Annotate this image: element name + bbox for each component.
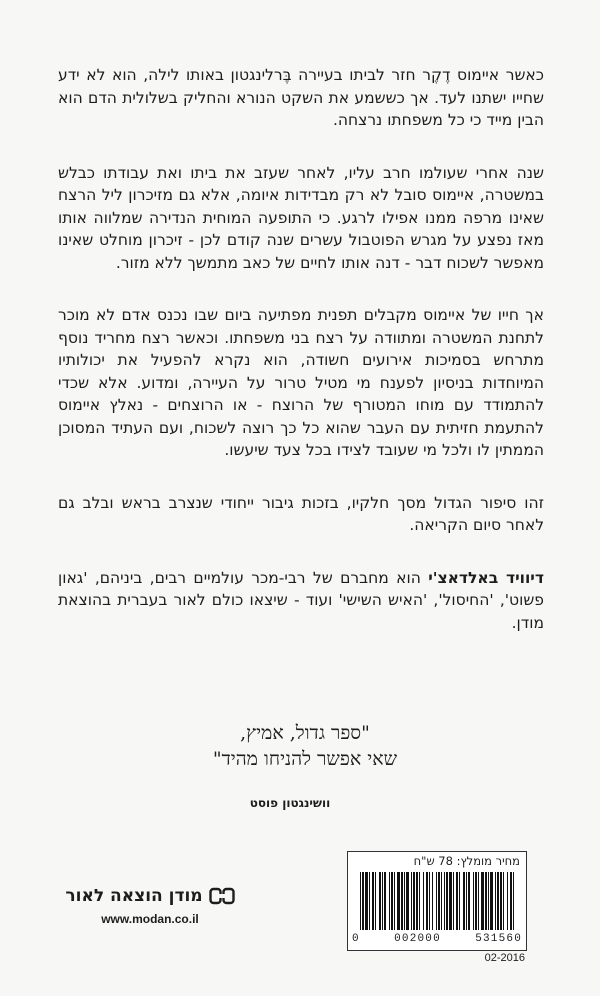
barcode-bar: [369, 872, 370, 930]
barcode-bar: [372, 872, 374, 930]
book-blurb: [58, 64, 544, 634]
barcode-bar: [473, 872, 474, 930]
barcode-digit-group-2: 002000: [394, 933, 441, 945]
barcode-bar: [432, 872, 433, 930]
barcode-digit-group-1: 0: [352, 933, 360, 945]
barcode-bar: [478, 872, 479, 930]
barcode-bar: [429, 872, 430, 930]
barcode-bar: [384, 872, 386, 930]
barcode-bar: [419, 872, 420, 930]
barcode-bar: [500, 872, 502, 930]
barcode-bar: [404, 872, 405, 930]
barcode-bar: [497, 872, 499, 930]
barcode-bar: [382, 872, 383, 930]
barcode-bar: [438, 872, 440, 930]
barcode-digits: [352, 933, 522, 945]
barcode-bar: [365, 872, 368, 930]
barcode-bar: [426, 872, 428, 930]
barcode-bar: [475, 872, 477, 930]
barcode-bar: [394, 872, 395, 930]
author-bio: [58, 567, 544, 635]
issue-code-row: [347, 952, 525, 964]
quote-source: וושינגטון פוסט: [249, 796, 331, 810]
author-name: דיוויד באלדאצ'י: [428, 568, 544, 587]
barcode: [358, 872, 516, 930]
barcode-bar: [488, 872, 489, 930]
barcode-bar: [401, 872, 403, 930]
quote-line-1: "ספר גדול, אמיץ,: [240, 722, 370, 744]
barcode-bar: [441, 872, 442, 930]
barcode-bar: [360, 872, 361, 930]
barcode-bar: [375, 872, 376, 930]
barcode-bar: [416, 872, 418, 930]
barcode-bar: [446, 872, 448, 930]
publisher-logo-icon: [209, 887, 235, 905]
barcode-bar: [436, 872, 437, 930]
barcode-bar: [444, 872, 445, 930]
author-bio-text: הוא מחברם של רבי-מכר עולמיים רבים, ביניהם, 'גאון פשוט', 'החיסול', 'האיש השישי' ועוד - שיצאו כולם לאור בעברית בהוצאת מודן.: [58, 568, 544, 632]
blurb-paragraph-3: אך חייו של איימוס מקבלים תפנית מפתיעה ביום שבו נכנס אדם לא מוכר לתחנת המשטרה ומתוודה על רצח בני משפחתו. וכאשר רצח מחריד נוסף מתרחש בסמיכות אירועים חשודה, הוא נקרא להפעיל את יכולותיו המיוחדות בניסיון לפענח מי מטיל טרור על העיירה, ומדוע. אלא שכדי להתמודד עם מוחו המטורף של הרוצח - או הרוצחים - נאלץ איימוס להתעמת חזיתית עם העבר שהוא כל כך רוצה לשכוח, ועם העתיד המסוכן הממתין לו ולכל מי שעובד לצידו בכל צעד שיעשו.: [58, 306, 544, 459]
quote-line-2: שאי אפשר להניחו מהיד": [212, 748, 398, 770]
barcode-bar: [495, 872, 496, 930]
barcode-bar: [453, 872, 454, 930]
barcode-bar: [397, 872, 400, 930]
barcode-bar: [413, 872, 415, 930]
barcode-bar: [490, 872, 493, 930]
barcode-bar: [456, 872, 458, 930]
price-barcode-box: [347, 851, 527, 951]
barcode-bar: [510, 872, 512, 930]
blurb-paragraph-1: כאשר איימוס דֶקֶר חזר לביתו בעיירה בֶּרלינגטון באותו לילה, הוא לא ידע שחייו ישתנו לעד. אך כששמע את השקט הנורא והחליק בשלולית הדם הוא הבין מייד כי כל משפחתו נרצחה.: [58, 66, 544, 129]
barcode-bar: [507, 872, 508, 930]
barcode-bar: [449, 872, 452, 930]
review-quote: [140, 720, 470, 772]
blurb-paragraph-4: זהו סיפור הגדול מסך חלקיו, בזכות גיבור ייחודי שנצרב בראש ובלב גם לאחר סיום הקריאה.: [58, 493, 544, 534]
barcode-bar: [513, 872, 514, 930]
barcode-bar: [389, 872, 390, 930]
issue-code: 02-2016: [484, 952, 525, 964]
barcode-bar: [411, 872, 412, 930]
barcode-bar: [466, 872, 467, 930]
price-label: מחיר מומלץ: 78 ש"ח: [413, 854, 520, 868]
barcode-bar: [379, 872, 381, 930]
blurb-paragraph-2: שנה אחרי שעולמו חרב עליו, לאחר שעזב את ביתו ואת עבודתו כבלש במשטרה, איימוס סובל לא רק מבדידות איומה, אלא גם מזיכרון ליל הרצח שאינו מרפה ממנו אפילו לרגע. כי התופעה המוחית הנדירה שמלווה אותו מאז נפצע על מגרש הפוטבול עשרים שנה קודם לכן - זיכרון מוחלט שאינו מאפשר לשכוח דבר - דנה אותו לחיים של כאב מתמשך ללא מזור.: [58, 163, 544, 272]
barcode-digit-group-3: 531560: [475, 933, 522, 945]
barcode-bar: [468, 872, 470, 930]
barcode-bar: [481, 872, 484, 930]
barcode-bar: [391, 872, 393, 930]
barcode-bar: [362, 872, 364, 930]
barcode-bar: [459, 872, 460, 930]
barcode-bar: [463, 872, 465, 930]
publisher-url: www.modan.co.il: [101, 912, 199, 926]
barcode-bar: [423, 872, 424, 930]
barcode-bar: [503, 872, 504, 930]
publisher-name: מודן הוצאה לאור: [65, 886, 203, 906]
barcode-bar: [406, 872, 409, 930]
publisher-logo-block: [60, 886, 240, 926]
barcode-bar: [485, 872, 487, 930]
